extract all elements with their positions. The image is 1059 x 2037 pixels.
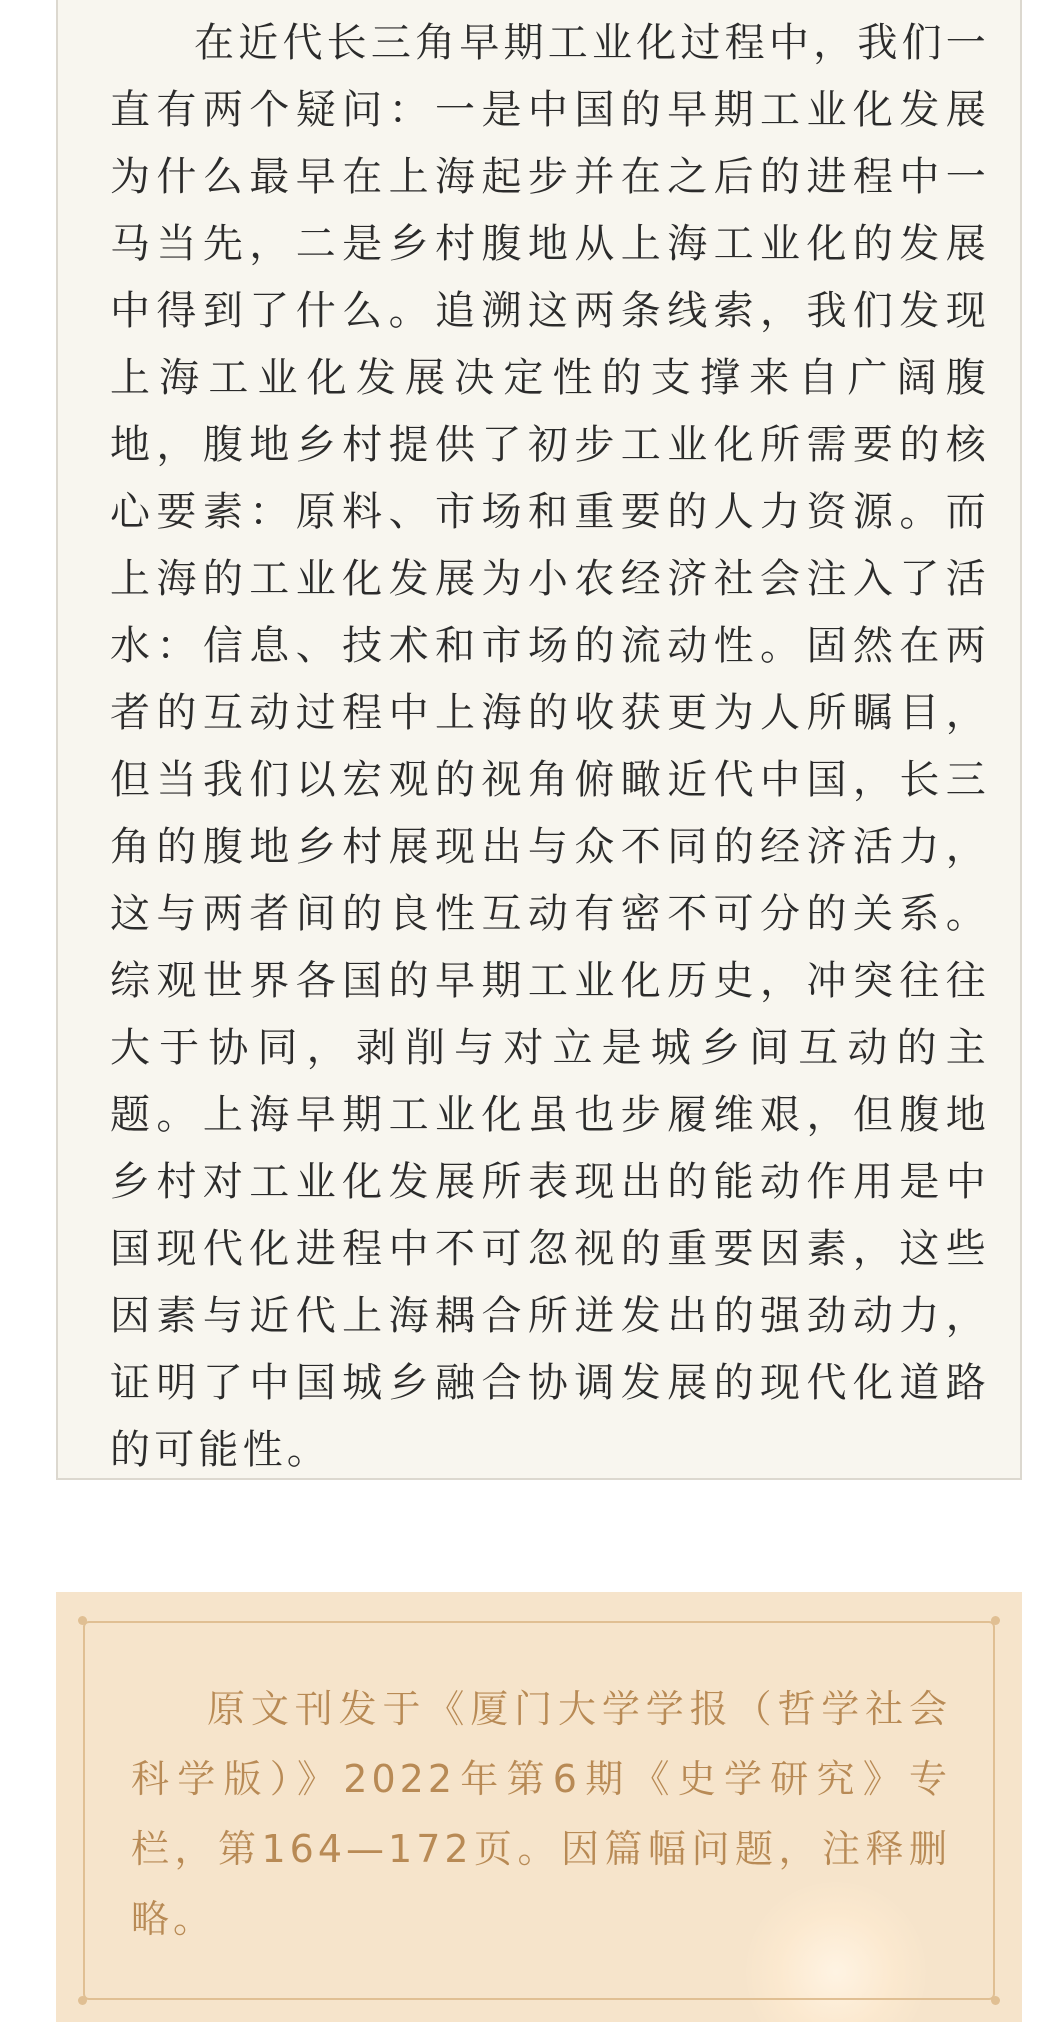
corner-dot-icon bbox=[78, 1616, 87, 1625]
source-note-text: 原文刊发于《厦门大学学报（哲学社会科学版）》2022年第6期《史学研究》专栏，第164—172页。因篇幅问题，注释删略。 bbox=[131, 1687, 951, 1941]
corner-dot-icon bbox=[991, 1996, 1000, 2005]
source-note-card bbox=[56, 1592, 1022, 2022]
article-card bbox=[56, 0, 1022, 1480]
corner-dot-icon bbox=[991, 1616, 1000, 1625]
corner-dot-icon bbox=[78, 1996, 87, 2005]
article-paragraph: 在近代长三角早期工业化过程中，我们一直有两个疑问：一是中国的早期工业化发展为什么最早在上海起步并在之后的进程中一马当先，二是乡村腹地从上海工业化的发展中得到了什么。追溯这两条线索，我们发现上海工业化发展决定性的支撑来自广阔腹地，腹地乡村提供了初步工业化所需要的核心要素：原料、市场和重要的人力资源。而上海的工业化发展为小农经济社会注入了活水：信息、技术和市场的流动性。固然在两者的互动过程中上海的收获更为人所瞩目，但当我们以宏观的视角俯瞰近代中国，长三角的腹地乡村展现出与众不同的经济活力，这与两者间的良性互动有密不可分的关系。综观世界各国的早期工业化历史，冲突往往大于协同，剥削与对立是城乡间互动的主题。上海早期工业化虽也步履维艰，但腹地乡村对工业化发展所表现出的能动作用是中国现代化进程中不可忽视的重要因素，这些因素与近代上海耦合所迸发出的强劲动力，证明了中国城乡融合协调发展的现代化道路的可能性。 bbox=[110, 20, 990, 1473]
